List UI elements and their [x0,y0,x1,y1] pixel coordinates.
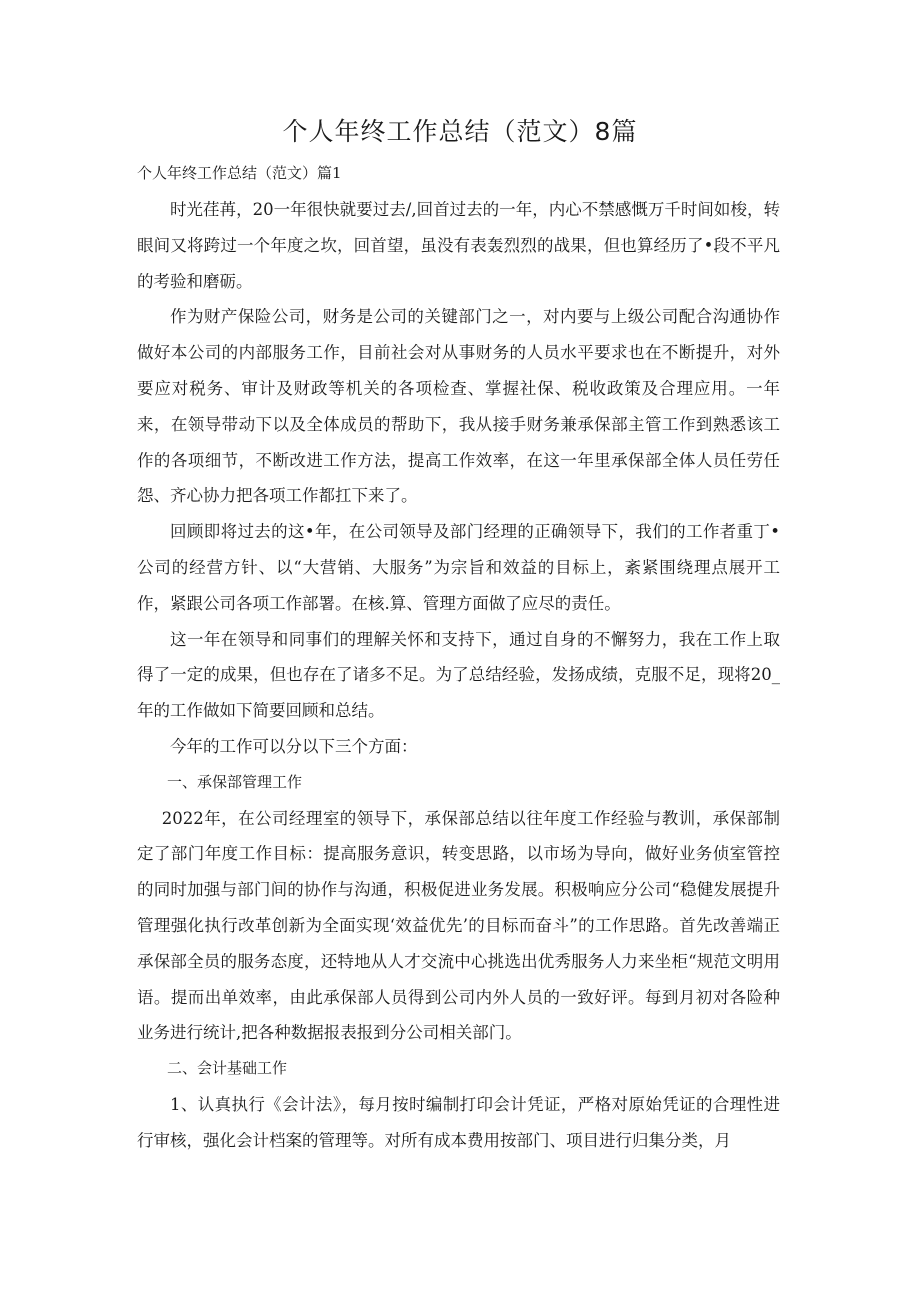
document-title: 个人年终工作总结（范文）8篇 [282,117,638,146]
document-subtitle: 个人年终工作总结（范文）篇1 [137,164,342,182]
paragraph: 作为财产保险公司，财务是公司的关键部门之一，对内要与上级公司配合沟通协作做好本公司的内部服务工作，目前社会对从事财务的人员水平要求也在不断提升，对外要应对税务、审计及财政等机关的各项检查、掌握社保、税收政策及合理应用。一年来，在领导带动下以及全体成员的帮助下，我从接手财务兼承保部主管工作到熟悉该工作的各项细节，不断改进工作方法，提高工作效率，在这一年里承保部全体人员任劳任怨、齐心协力把各项工作都扛下来了。 [137,307,780,506]
section-heading: 一、承保部管理工作 [167,772,303,791]
document-body [137,192,780,1159]
paragraph: 这一年在领导和同事们的理解关怀和支持下，通过自身的不懈努力，我在工作上取得了一定的成果，但也存在了诸多不足。为了总结经验，发扬成绩，克服不足，现将20_年的工作做如下简要回顾和总结。 [137,629,780,721]
section-heading: 二、会计基础工作 [167,1059,288,1078]
paragraph: 2022年，在公司经理室的领导下，承保部总结以往年度工作经验与教训，承保部制定了部门年度工作目标：提高服务意识，转变思路，以市场为导向，做好业务侦室管控的同时加强与部门间的协作与沟通，积极促进业务发展。积极响应分公司“稳健发展提升管理强化执行改革创新为全面实现‘效益优先’的目标而奋斗”的工作思路。首先改善端正承保部全员的服务态度，还特地从人才交流中心挑选出优秀服务人力来坐柜“规范文明用语。提而出单效率，由此承保部人员得到公司内外人员的一致好评。每到月初对各险种业务进行统计,把各种数据报表报到分公司相关部门。 [137,808,780,1043]
paragraph: 时光荏苒，20一年很快就要过去/,回首过去的一年，内心不禁感慨万千时间如梭，转眼间又将跨过一个年度之坎，回首望，虽没有表轰烈烈的战果，但也算经历了•段不平凡的考验和磨砺。 [137,200,780,291]
paragraph: 1、认真执行《会计法》，每月按时编制打印会计凭证，严格对原始凭证的合理性进行审核，强化会计档案的管理等。对所有成本费用按部门、项目进行归集分类，月 [137,1094,780,1150]
paragraph: 回顾即将过去的这•年，在公司领导及部门经理的正确领导下，我们的工作者重丁•公司的经营方针、以“大营销、大服务”为宗旨和效益的目标上，紊紧围绕理点展开工作，紧跟公司各项工作部署。在核.算、管理方面做了应尽的责任。 [137,522,780,613]
paragraph: 今年的工作可以分以下三个方面： [170,736,418,756]
